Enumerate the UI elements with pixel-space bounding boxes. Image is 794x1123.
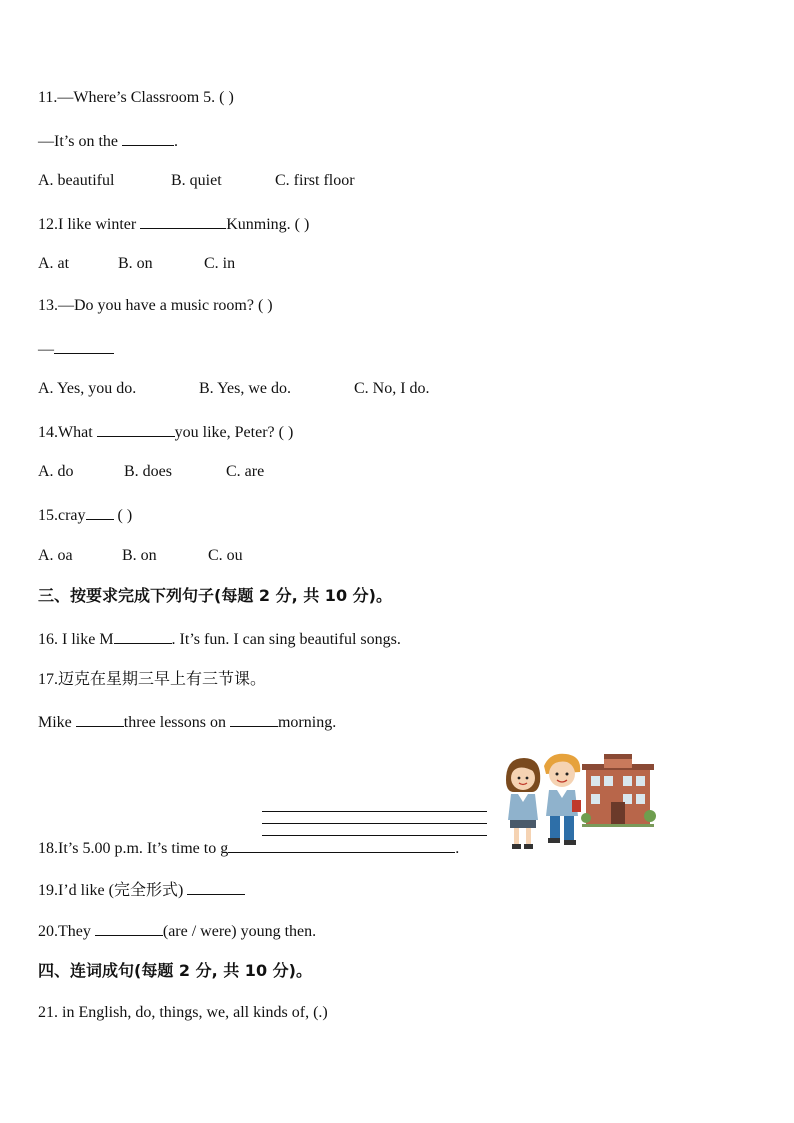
q14-option-b[interactable]: B. does (124, 463, 172, 480)
q13-answer (38, 338, 114, 360)
q16-blank[interactable] (114, 628, 172, 644)
q14-option-c[interactable]: C. are (226, 463, 265, 480)
section3-heading: 三、按要求完成下列句子(每题 2 分, 共 10 分)。 (38, 586, 392, 605)
section4-heading: 四、连词成句(每题 2 分, 共 10 分)。 (38, 961, 312, 980)
q20-question (38, 920, 316, 942)
q12-option-c[interactable]: C. in (204, 255, 236, 272)
q11-question: 11.—Where’s Classroom 5. ( ) (38, 89, 234, 106)
q11-answer-suffix: . (174, 133, 178, 150)
q15-blank[interactable] (86, 504, 114, 520)
q15-suffix: ( ) (113, 507, 133, 524)
q11-answer-prefix: —It’s on the (38, 133, 118, 150)
q15-option-a[interactable]: A. oa (38, 547, 73, 564)
q17-sentence (38, 711, 336, 733)
q17-part3: morning. (277, 714, 337, 731)
q11-options (38, 171, 355, 191)
q11-option-c[interactable]: C. first floor (275, 172, 355, 189)
q16-question (38, 628, 401, 650)
q13-answer-prefix: — (38, 341, 54, 358)
q18-suffix: . (455, 840, 460, 857)
q11-blank[interactable] (122, 130, 174, 146)
q17-chinese: 17.迈克在星期三早上有三节课。 (38, 671, 267, 688)
q18-prefix: 18.It’s 5.00 p.m. It’s time to g (38, 840, 229, 857)
q13-question: 13.—Do you have a music room? ( ) (38, 297, 273, 314)
q17-part2: three lessons on (123, 714, 226, 731)
q14-question (38, 421, 293, 443)
q11-option-a[interactable]: A. beautiful (38, 172, 115, 189)
q15-option-b[interactable]: B. on (122, 547, 157, 564)
q15-option-c[interactable]: C. ou (208, 547, 243, 564)
q17-blank-1[interactable] (76, 711, 124, 727)
q18-blank[interactable] (228, 837, 455, 853)
q15-question (38, 504, 132, 526)
q20-suffix: (are / were) young then. (162, 923, 317, 940)
q12-option-a[interactable]: A. at (38, 255, 70, 272)
q12-suffix: Kunming. ( ) (226, 216, 310, 233)
q19-blank[interactable] (187, 879, 245, 895)
q12-options (38, 254, 235, 274)
girl-student-icon (506, 758, 540, 849)
q14-options (38, 462, 264, 482)
q19-question (38, 879, 245, 901)
students-school-illustration (498, 752, 658, 857)
q11-answer (38, 130, 178, 152)
q14-blank[interactable] (97, 421, 175, 437)
q13-blank[interactable] (54, 338, 114, 354)
writing-line-2[interactable] (262, 823, 487, 824)
school-building-icon (581, 754, 656, 827)
q12-option-b[interactable]: B. on (118, 255, 153, 272)
q13-option-b[interactable]: B. Yes, we do. (199, 380, 292, 397)
q16-suffix: . It’s fun. I can sing beautiful songs. (171, 631, 401, 648)
q13-option-a[interactable]: A. Yes, you do. (38, 380, 137, 397)
q14-suffix: you like, Peter? ( ) (174, 424, 294, 441)
writing-line-1[interactable] (262, 811, 487, 812)
q12-question (38, 213, 309, 235)
q21-question: 21. in English, do, things, we, all kinds of, (.) (38, 1004, 328, 1021)
q12-prefix: 12.I like winter (38, 216, 137, 233)
q16-prefix: 16. I like M (38, 631, 114, 648)
q13-options (38, 379, 430, 399)
q11-option-b[interactable]: B. quiet (171, 172, 222, 189)
q14-option-a[interactable]: A. do (38, 463, 74, 480)
q15-prefix: 15.cray (38, 507, 86, 524)
q20-prefix: 20.They (38, 923, 91, 940)
writing-line-3[interactable] (262, 835, 487, 836)
q18-question (38, 837, 459, 859)
q15-options (38, 546, 243, 566)
q17-part1: Mike (38, 714, 72, 731)
boy-student-icon (544, 754, 581, 845)
q20-blank[interactable] (95, 920, 163, 936)
q17-blank-2[interactable] (230, 711, 278, 727)
q14-prefix: 14.What (38, 424, 93, 441)
q12-blank[interactable] (140, 213, 226, 229)
q19-prefix: 19.I’d like (完全形式) (38, 882, 184, 899)
q13-option-c[interactable]: C. No, I do. (354, 380, 430, 397)
